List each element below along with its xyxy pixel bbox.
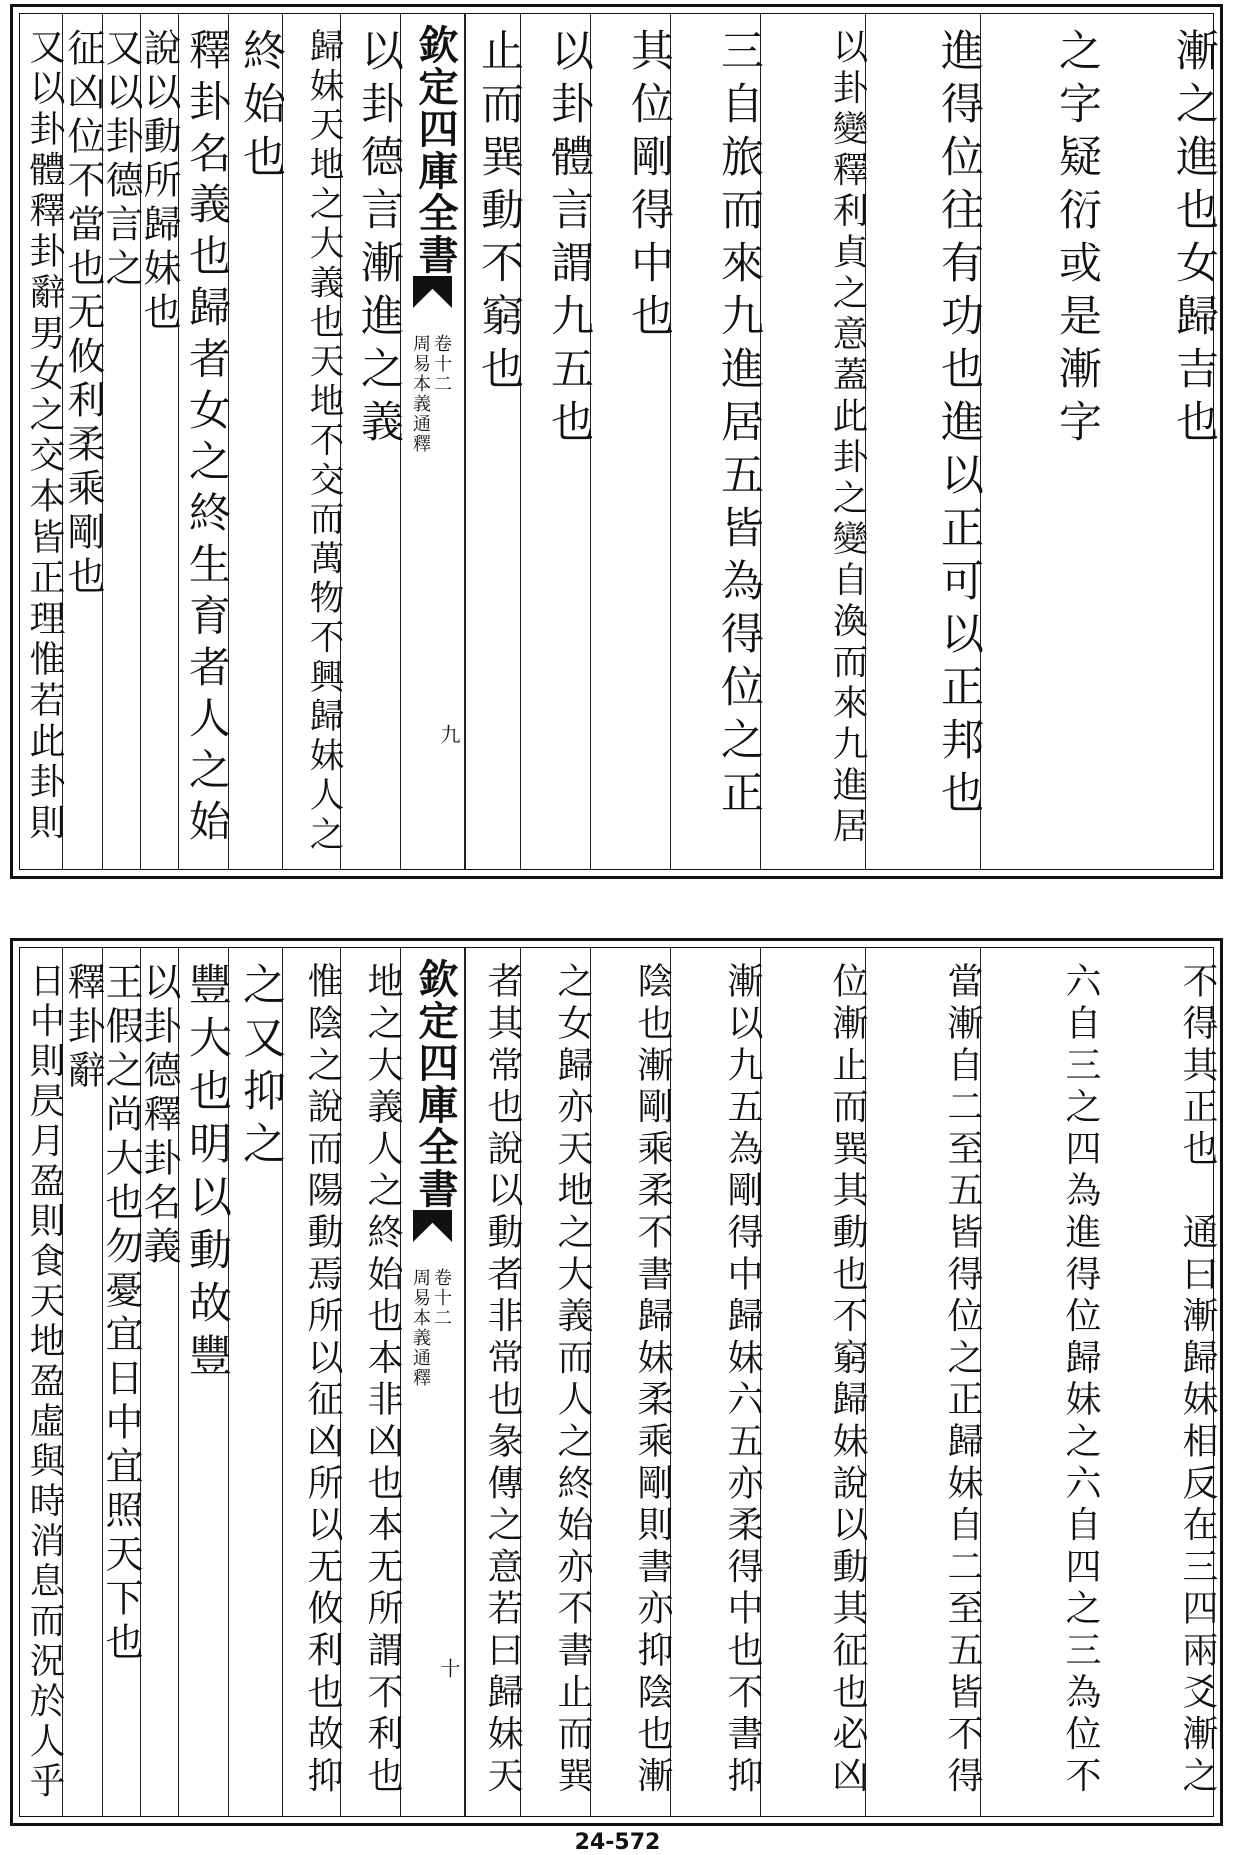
page-code: 24-572	[574, 1830, 661, 1855]
text-column	[282, 948, 343, 1816]
text-column	[178, 14, 232, 869]
column-text: 又以卦體釋卦辭男女之交本皆正理惟若此卦則	[24, 28, 65, 844]
fish-tail-mark	[413, 276, 452, 308]
text-column	[980, 14, 1102, 869]
bottom-page-frame	[19, 947, 1218, 1817]
column-text: 說以動所歸妹也	[137, 28, 181, 336]
text-column	[61, 948, 105, 1816]
text-column	[760, 948, 868, 1816]
text-column	[865, 948, 983, 1816]
column-text: 又以卦德言之	[99, 28, 143, 292]
volume-label: 卷十二	[431, 1268, 452, 1328]
text-column	[99, 948, 143, 1816]
column-text: 其位剛得中也	[624, 28, 674, 346]
column-text: 漸之進也女歸吉也	[1169, 28, 1219, 452]
text-column	[670, 14, 764, 869]
text-column	[20, 948, 65, 1816]
column-text: 當漸自二至五皆得位之正歸妹自二至五皆不得	[942, 962, 983, 1798]
column-text: 三自旅而來九進居五皆為得位之正	[714, 28, 764, 823]
text-column	[865, 14, 984, 869]
text-column	[228, 948, 286, 1816]
column-text: 之字疑衍或是漸字	[1052, 28, 1102, 452]
text-column	[590, 14, 674, 869]
text-column	[1098, 14, 1219, 869]
text-column	[228, 14, 286, 869]
column-text: 日中則昃月盈則食天地盈虛與時消息而況於人乎	[24, 962, 65, 1802]
column-text: 釋卦名義也歸者女之終生育者人之始	[183, 28, 232, 851]
text-column	[465, 948, 523, 1816]
text-column	[61, 14, 105, 869]
column-text: 釋卦辭	[61, 962, 105, 1094]
text-column	[760, 14, 868, 869]
column-text: 者其常也說以動者非常也彖傳之意若曰歸妹天	[482, 962, 523, 1798]
volume-label: 卷十二	[431, 334, 452, 394]
column-text: 以卦變釋利貞之意蓋此卦之變自渙而來九進居	[827, 28, 868, 848]
center-heading: 欽定四庫全書	[412, 958, 459, 1210]
text-column	[520, 14, 594, 869]
text-column	[20, 14, 65, 869]
text-column	[137, 948, 181, 1816]
column-text: 惟陰之說而陽動焉所以征凶所以无攸利也故抑	[302, 962, 343, 1798]
column-text: 之又抑之	[236, 962, 286, 1174]
text-column	[520, 948, 593, 1816]
column-text: 以卦體言謂九五也	[544, 28, 594, 452]
center-band	[400, 14, 465, 869]
column-text: 不得其正也 通曰漸歸妹相反在三四兩爻漸之	[1177, 962, 1218, 1798]
column-text: 止而巽動不窮也	[474, 28, 524, 399]
center-heading: 欽定四庫全書	[412, 24, 459, 276]
column-text: 以卦德言漸進之義	[354, 28, 404, 452]
text-column	[670, 948, 763, 1816]
book-title: 周易本義通釋	[410, 334, 431, 454]
bottom-page	[10, 938, 1223, 1826]
text-column	[137, 14, 181, 869]
column-text: 之女歸亦天地之大義而人之終始亦不書止而巽	[552, 962, 593, 1798]
text-column	[980, 948, 1101, 1816]
text-column	[340, 14, 404, 869]
top-page-frame	[19, 13, 1219, 870]
column-text: 終始也	[236, 28, 286, 187]
column-text: 位漸止而巽其動也不窮歸妹說以動其征也必凶	[827, 962, 868, 1798]
text-column	[590, 948, 673, 1816]
center-band	[400, 948, 465, 1816]
column-text: 六自三之四為進得位歸妹之六自四之三為位不	[1060, 962, 1101, 1798]
text-column	[99, 14, 143, 869]
text-column	[178, 948, 232, 1816]
text-column	[1098, 948, 1218, 1816]
page-number: 十	[437, 1658, 461, 1678]
column-text: 漸以九五為剛得中歸妹六五亦柔得中也不書抑	[722, 962, 763, 1798]
column-text: 征凶位不當也无攸利柔乘剛也	[61, 28, 105, 600]
book-title: 周易本義通釋	[410, 1268, 431, 1388]
column-text: 地之大義人之終始也本非凶也本无所謂不利也	[362, 962, 403, 1798]
column-text: 以卦德釋卦名義	[137, 962, 181, 1270]
page-number: 九	[437, 724, 461, 744]
column-text: 進得位往有功也進以正可以正邦也	[934, 28, 984, 823]
top-page	[10, 4, 1223, 879]
text-column	[465, 14, 524, 869]
fish-tail-mark	[413, 1210, 452, 1242]
column-text: 歸妹天地之大義也天地不交而萬物不興歸妹人之	[303, 28, 343, 856]
column-text: 陰也漸剛乘柔不書歸妹柔乘剛則書亦抑陰也漸	[632, 962, 673, 1798]
text-column	[282, 14, 343, 869]
column-text: 豐大也明以動故豐	[182, 962, 232, 1386]
column-text: 王假之尚大也勿憂宜日中宜照天下也	[99, 962, 143, 1666]
text-column	[340, 948, 403, 1816]
